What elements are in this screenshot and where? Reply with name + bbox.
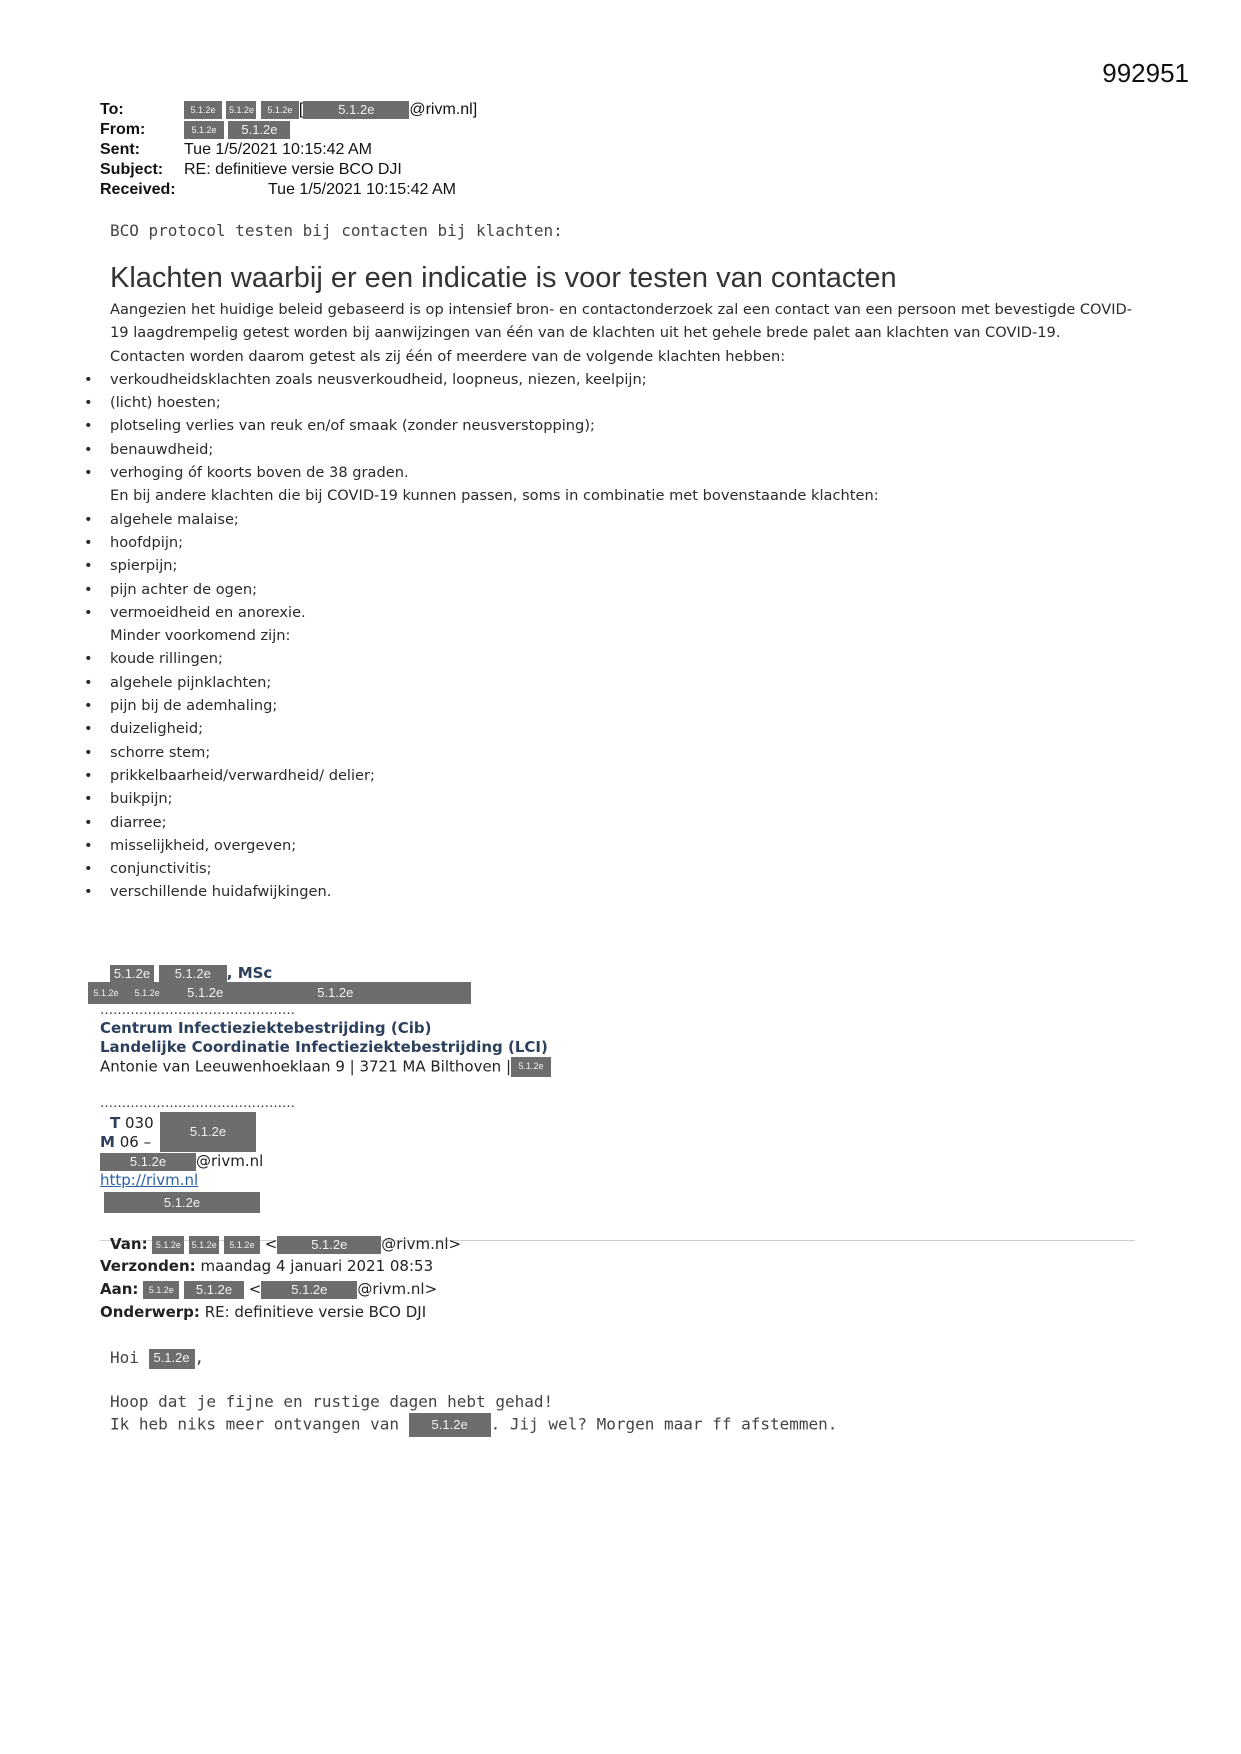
signature-address bbox=[100, 1057, 551, 1077]
redaction-box: 5.1.2e bbox=[187, 984, 224, 1000]
to-label: To: bbox=[100, 101, 124, 118]
from-label: From: bbox=[100, 121, 146, 138]
list-item: • prikkelbaarheid/verwardheid/ delier; bbox=[94, 764, 1140, 787]
list-item: • algehele malaise; bbox=[94, 508, 1140, 531]
fwd-aan-row: Aan: 5.1.2e 5.1.2e < 5.1.2e @rivm.nl> bbox=[100, 1280, 438, 1298]
list-item: • buikpijn; bbox=[94, 787, 1140, 810]
signature-degree: , MSc bbox=[226, 964, 273, 982]
message-body bbox=[110, 298, 1140, 904]
email-suffix: @rivm.nl bbox=[196, 1152, 264, 1170]
sent-row bbox=[100, 140, 477, 160]
phone-t-label: T bbox=[110, 1114, 121, 1132]
signature-org-lci: Landelijke Coordinatie Infectieziektebestrijding (LCI) bbox=[100, 1038, 548, 1056]
list-item: • vermoeidheid en anorexie. bbox=[94, 601, 1140, 624]
from-row bbox=[100, 120, 477, 140]
symptom-list-primary bbox=[110, 368, 1140, 484]
redaction-box: 5.1.2e bbox=[261, 101, 299, 119]
redaction-box: 5.1.2e bbox=[159, 965, 227, 983]
onderwerp-value: RE: definitieve versie BCO DJI bbox=[204, 1303, 427, 1321]
subject-value: RE: definitieve versie BCO DJI bbox=[184, 161, 402, 178]
aan-label: Aan: bbox=[100, 1280, 139, 1298]
sent-value: Tue 1/5/2021 10:15:42 AM bbox=[184, 141, 372, 158]
redaction-box: 5.1.2e bbox=[261, 1281, 357, 1299]
list-item: • diarree; bbox=[94, 811, 1140, 834]
line2-suffix: . Jij wel? Morgen maar ff afstemmen. bbox=[490, 1414, 838, 1434]
verzonden-value: maandag 4 januari 2021 08:53 bbox=[200, 1257, 434, 1275]
intro-line: BCO protocol testen bij contacten bij klachten: bbox=[110, 221, 563, 240]
onderwerp-label: Onderwerp: bbox=[100, 1303, 200, 1321]
fwd-onderwerp-row bbox=[100, 1303, 426, 1321]
phone-t-prefix: 030 bbox=[125, 1114, 154, 1132]
redaction-box: 5.1.2e bbox=[93, 987, 119, 998]
phone-m-prefix: 06 – bbox=[119, 1133, 152, 1151]
redaction-box: 5.1.2e bbox=[143, 1281, 179, 1299]
to-email-suffix: @rivm.nl] bbox=[409, 101, 478, 118]
list-item: • spierpijn; bbox=[94, 554, 1140, 577]
list-item: • verschillende huidafwijkingen. bbox=[94, 880, 1140, 903]
signature-email bbox=[100, 1152, 263, 1171]
redaction-box: 5.1.2e bbox=[149, 1349, 195, 1369]
address-text: Antonie van Leeuwenhoeklaan 9 | 3721 MA Bilthoven | bbox=[100, 1057, 511, 1076]
redaction-box: 5.1.2e bbox=[228, 121, 290, 139]
list-item: • plotseling verlies van reuk en/of smaak (zonder neusverstopping); bbox=[94, 414, 1140, 437]
list-item: • hoofdpijn; bbox=[94, 531, 1140, 554]
phone-m-row bbox=[100, 1133, 151, 1151]
body-line-2 bbox=[110, 1413, 837, 1437]
symptom-list-other bbox=[110, 508, 1140, 624]
signature-dots: ……………………………………… bbox=[100, 1003, 295, 1018]
redaction-box: 5.1.2e bbox=[104, 1192, 260, 1213]
list-item: • benauwdheid; bbox=[94, 438, 1140, 461]
list-item: • duizeligheid; bbox=[94, 717, 1140, 740]
list-item: • schorre stem; bbox=[94, 741, 1140, 764]
list-item: • verhoging óf koorts boven de 38 graden. bbox=[94, 461, 1140, 484]
phone-m-label: M bbox=[100, 1133, 115, 1151]
list-item: • verkoudheidsklachten zoals neusverkoudheid, loopneus, niezen, keelpijn; bbox=[94, 368, 1140, 391]
subject-label: Subject: bbox=[100, 161, 164, 178]
redaction-box: 5.1.2e bbox=[152, 1236, 184, 1254]
list-item: • pijn achter de ogen; bbox=[94, 578, 1140, 601]
signature-name-row bbox=[110, 964, 272, 983]
redaction-box: 5.1.2e bbox=[277, 1236, 381, 1254]
van-email-suffix: @rivm.nl> bbox=[381, 1235, 462, 1253]
list-intro: Contacten worden daarom getest als zij één of meerdere van de volgende klachten hebben: bbox=[110, 347, 786, 365]
line2-prefix: Ik heb niks meer ontvangen van bbox=[110, 1414, 399, 1434]
section-heading: Klachten waarbij er een indicatie is voor testen van contacten bbox=[110, 262, 897, 294]
aan-email-suffix: @rivm.nl> bbox=[357, 1280, 438, 1298]
subject-row bbox=[100, 160, 477, 180]
received-label: Received: bbox=[100, 181, 176, 198]
website-link[interactable]: http://rivm.nl bbox=[100, 1171, 199, 1189]
redaction-box: 5.1.2e bbox=[184, 121, 224, 139]
list-item: • algehele pijnklachten; bbox=[94, 671, 1140, 694]
phone-t-row bbox=[110, 1114, 154, 1132]
redaction-box: 5.1.2e bbox=[511, 1057, 551, 1077]
redaction-box: 5.1.2e bbox=[160, 1112, 256, 1152]
document-number: 992951 bbox=[1102, 58, 1189, 88]
redaction-box: 5.1.2e bbox=[189, 1236, 219, 1254]
list-intro: Minder voorkomend zijn: bbox=[110, 627, 291, 645]
symptom-list-rare bbox=[110, 647, 1140, 903]
list-item: • pijn bij de ademhaling; bbox=[94, 694, 1140, 717]
sent-label: Sent: bbox=[100, 141, 140, 158]
paragraph: Aangezien het huidige beleid gebaseerd is op intensief bron- en contactonderzoek zal een contact van een persoon met bevestigde COVID-19 laagdrempelig getest worden bij aanwijzingen van één van de klachten uit het gehele brede palet aan klachten van COVID-19. bbox=[110, 301, 1133, 342]
received-row bbox=[100, 180, 477, 200]
redaction-box: 5.1.2e bbox=[100, 1153, 196, 1171]
fwd-verzonden-row bbox=[100, 1257, 433, 1275]
list-intro: En bij andere klachten die bij COVID-19 kunnen passen, soms in combinatie met bovenstaande klachten: bbox=[110, 487, 879, 505]
redaction-box: 5.1.2e bbox=[409, 1413, 491, 1437]
verzonden-label: Verzonden: bbox=[100, 1257, 196, 1275]
email-header bbox=[100, 100, 477, 200]
list-item: • misselijkheid, overgeven; bbox=[94, 834, 1140, 857]
redaction-box: 5.1.2e bbox=[134, 987, 160, 998]
to-row: To: 5.1.2e 5.1.2e 5.1.2e [ 5.1.2e @rivm.nl] bbox=[100, 101, 478, 118]
redaction-box: 5.1.2e bbox=[184, 1281, 244, 1299]
body-line-1: Hoop dat je fijne en rustige dagen hebt gehad! bbox=[110, 1392, 554, 1411]
van-label: Van: bbox=[110, 1235, 148, 1253]
redaction-box: 5.1.2e bbox=[317, 984, 354, 1000]
list-item: • (licht) hoesten; bbox=[94, 391, 1140, 414]
redaction-box: 5.1.2e bbox=[226, 101, 256, 119]
redaction-box: 5.1.2e bbox=[110, 965, 154, 983]
list-item: • koude rillingen; bbox=[94, 647, 1140, 670]
redaction-bar bbox=[88, 982, 471, 1004]
redaction-box: 5.1.2e bbox=[184, 101, 222, 119]
greeting-line: Hoi 5.1.2e , bbox=[110, 1348, 205, 1367]
received-value: Tue 1/5/2021 10:15:42 AM bbox=[268, 181, 456, 198]
signature-org-cib: Centrum Infectieziektebestrijding (Cib) bbox=[100, 1019, 432, 1037]
greeting-text: Hoi bbox=[110, 1348, 139, 1367]
fwd-van-row: Van: 5.1.2e 5.1.2e 5.1.2e < 5.1.2e @rivm.nl> bbox=[110, 1235, 462, 1253]
list-item: • conjunctivitis; bbox=[94, 857, 1140, 880]
redaction-box: 5.1.2e bbox=[303, 101, 409, 119]
redaction-box: 5.1.2e bbox=[224, 1236, 260, 1254]
signature-dots: ……………………………………… bbox=[100, 1096, 295, 1111]
